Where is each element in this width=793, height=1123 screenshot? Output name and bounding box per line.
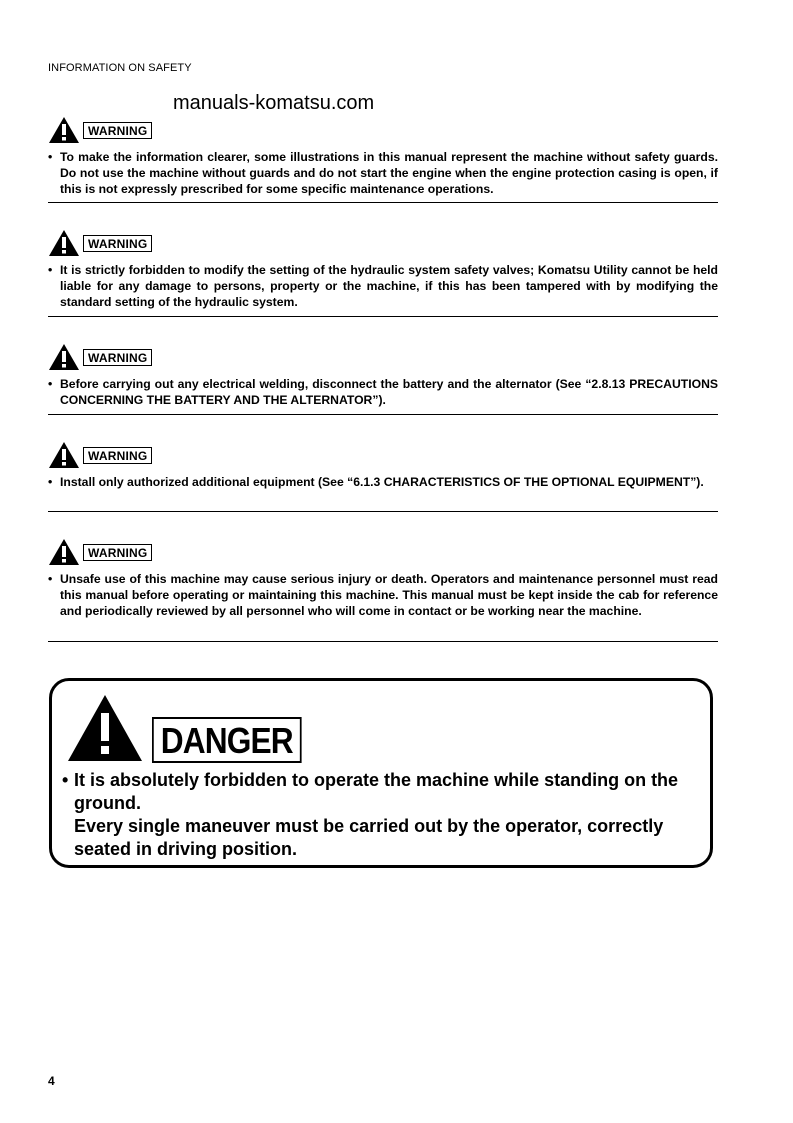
danger-label: DANGER — [152, 717, 302, 763]
warning-text — [48, 376, 718, 408]
warning-triangle-icon — [48, 116, 80, 144]
warning-section-1 — [48, 116, 718, 203]
bullet: • — [48, 150, 53, 164]
warning-triangle-icon — [48, 441, 80, 469]
danger-triangle-icon — [66, 693, 144, 763]
page-header: INFORMATION ON SAFETY — [48, 62, 192, 74]
warning-triangle-icon — [48, 538, 80, 566]
warning-body: Before carrying out any electrical welding, disconnect the battery and the alternator (See “2.8.13 PRECAUTIONS CONCERNING THE BATTERY AND THE ALTERNATOR”). — [60, 377, 718, 407]
warning-triangle-icon — [48, 343, 80, 371]
warning-header — [48, 441, 718, 469]
warning-text — [48, 262, 718, 310]
warning-section-3 — [48, 343, 718, 415]
warning-text — [48, 571, 718, 619]
bullet: • — [48, 377, 53, 391]
warning-header — [48, 116, 718, 144]
bullet: • — [48, 572, 53, 586]
danger-text — [62, 769, 712, 861]
danger-line-2: Every single maneuver must be carried out by the operator, correctly seated in driving position. — [74, 816, 664, 859]
warning-body: To make the information clearer, some illustrations in this manual represent the machine without safety guards. Do not use the machine without guards and do not start the engine when the engine protection casing is open, if this is not expressly prescribed for some specific maintenance operations. — [60, 150, 718, 196]
warning-body: Unsafe use of this machine may cause serious injury or death. Operators and maintenance personnel must read this manual before operating or maintaining this machine. This manual must be kept inside the cab for reference and periodically reviewed by all personnel who will come in contact or be working near the machine. — [60, 572, 718, 618]
warning-body: It is strictly forbidden to modify the setting of the hydraulic system safety valves; Komatsu Utility cannot be held liable for any damage to persons, property or the machine, if this has been tampered with by modifying the standard setting of the hydraulic system. — [60, 263, 718, 309]
bullet: • — [48, 263, 53, 277]
warning-label: WARNING — [83, 544, 152, 561]
warning-header — [48, 229, 718, 257]
warning-label: WARNING — [83, 235, 152, 252]
warning-header — [48, 343, 718, 371]
page-number: 4 — [48, 1074, 55, 1088]
warning-body: Install only authorized additional equipment (See “6.1.3 CHARACTERISTICS OF THE OPTIONAL EQUIPMENT”). — [60, 475, 704, 489]
danger-line-1: It is absolutely forbidden to operate the machine while standing on the ground. — [74, 770, 679, 813]
warning-section-4 — [48, 441, 718, 512]
watermark-text: manuals-komatsu.com — [173, 92, 375, 114]
bullet: • — [62, 770, 69, 790]
warning-text — [48, 149, 718, 197]
warning-section-2 — [48, 229, 718, 317]
danger-box — [49, 678, 713, 868]
warning-label: WARNING — [83, 349, 152, 366]
warning-label: WARNING — [83, 447, 152, 464]
bullet: • — [48, 475, 53, 489]
warning-section-5 — [48, 538, 718, 642]
warning-text — [48, 474, 718, 490]
warning-triangle-icon — [48, 229, 80, 257]
warning-label: WARNING — [83, 122, 152, 139]
warning-header — [48, 538, 718, 566]
